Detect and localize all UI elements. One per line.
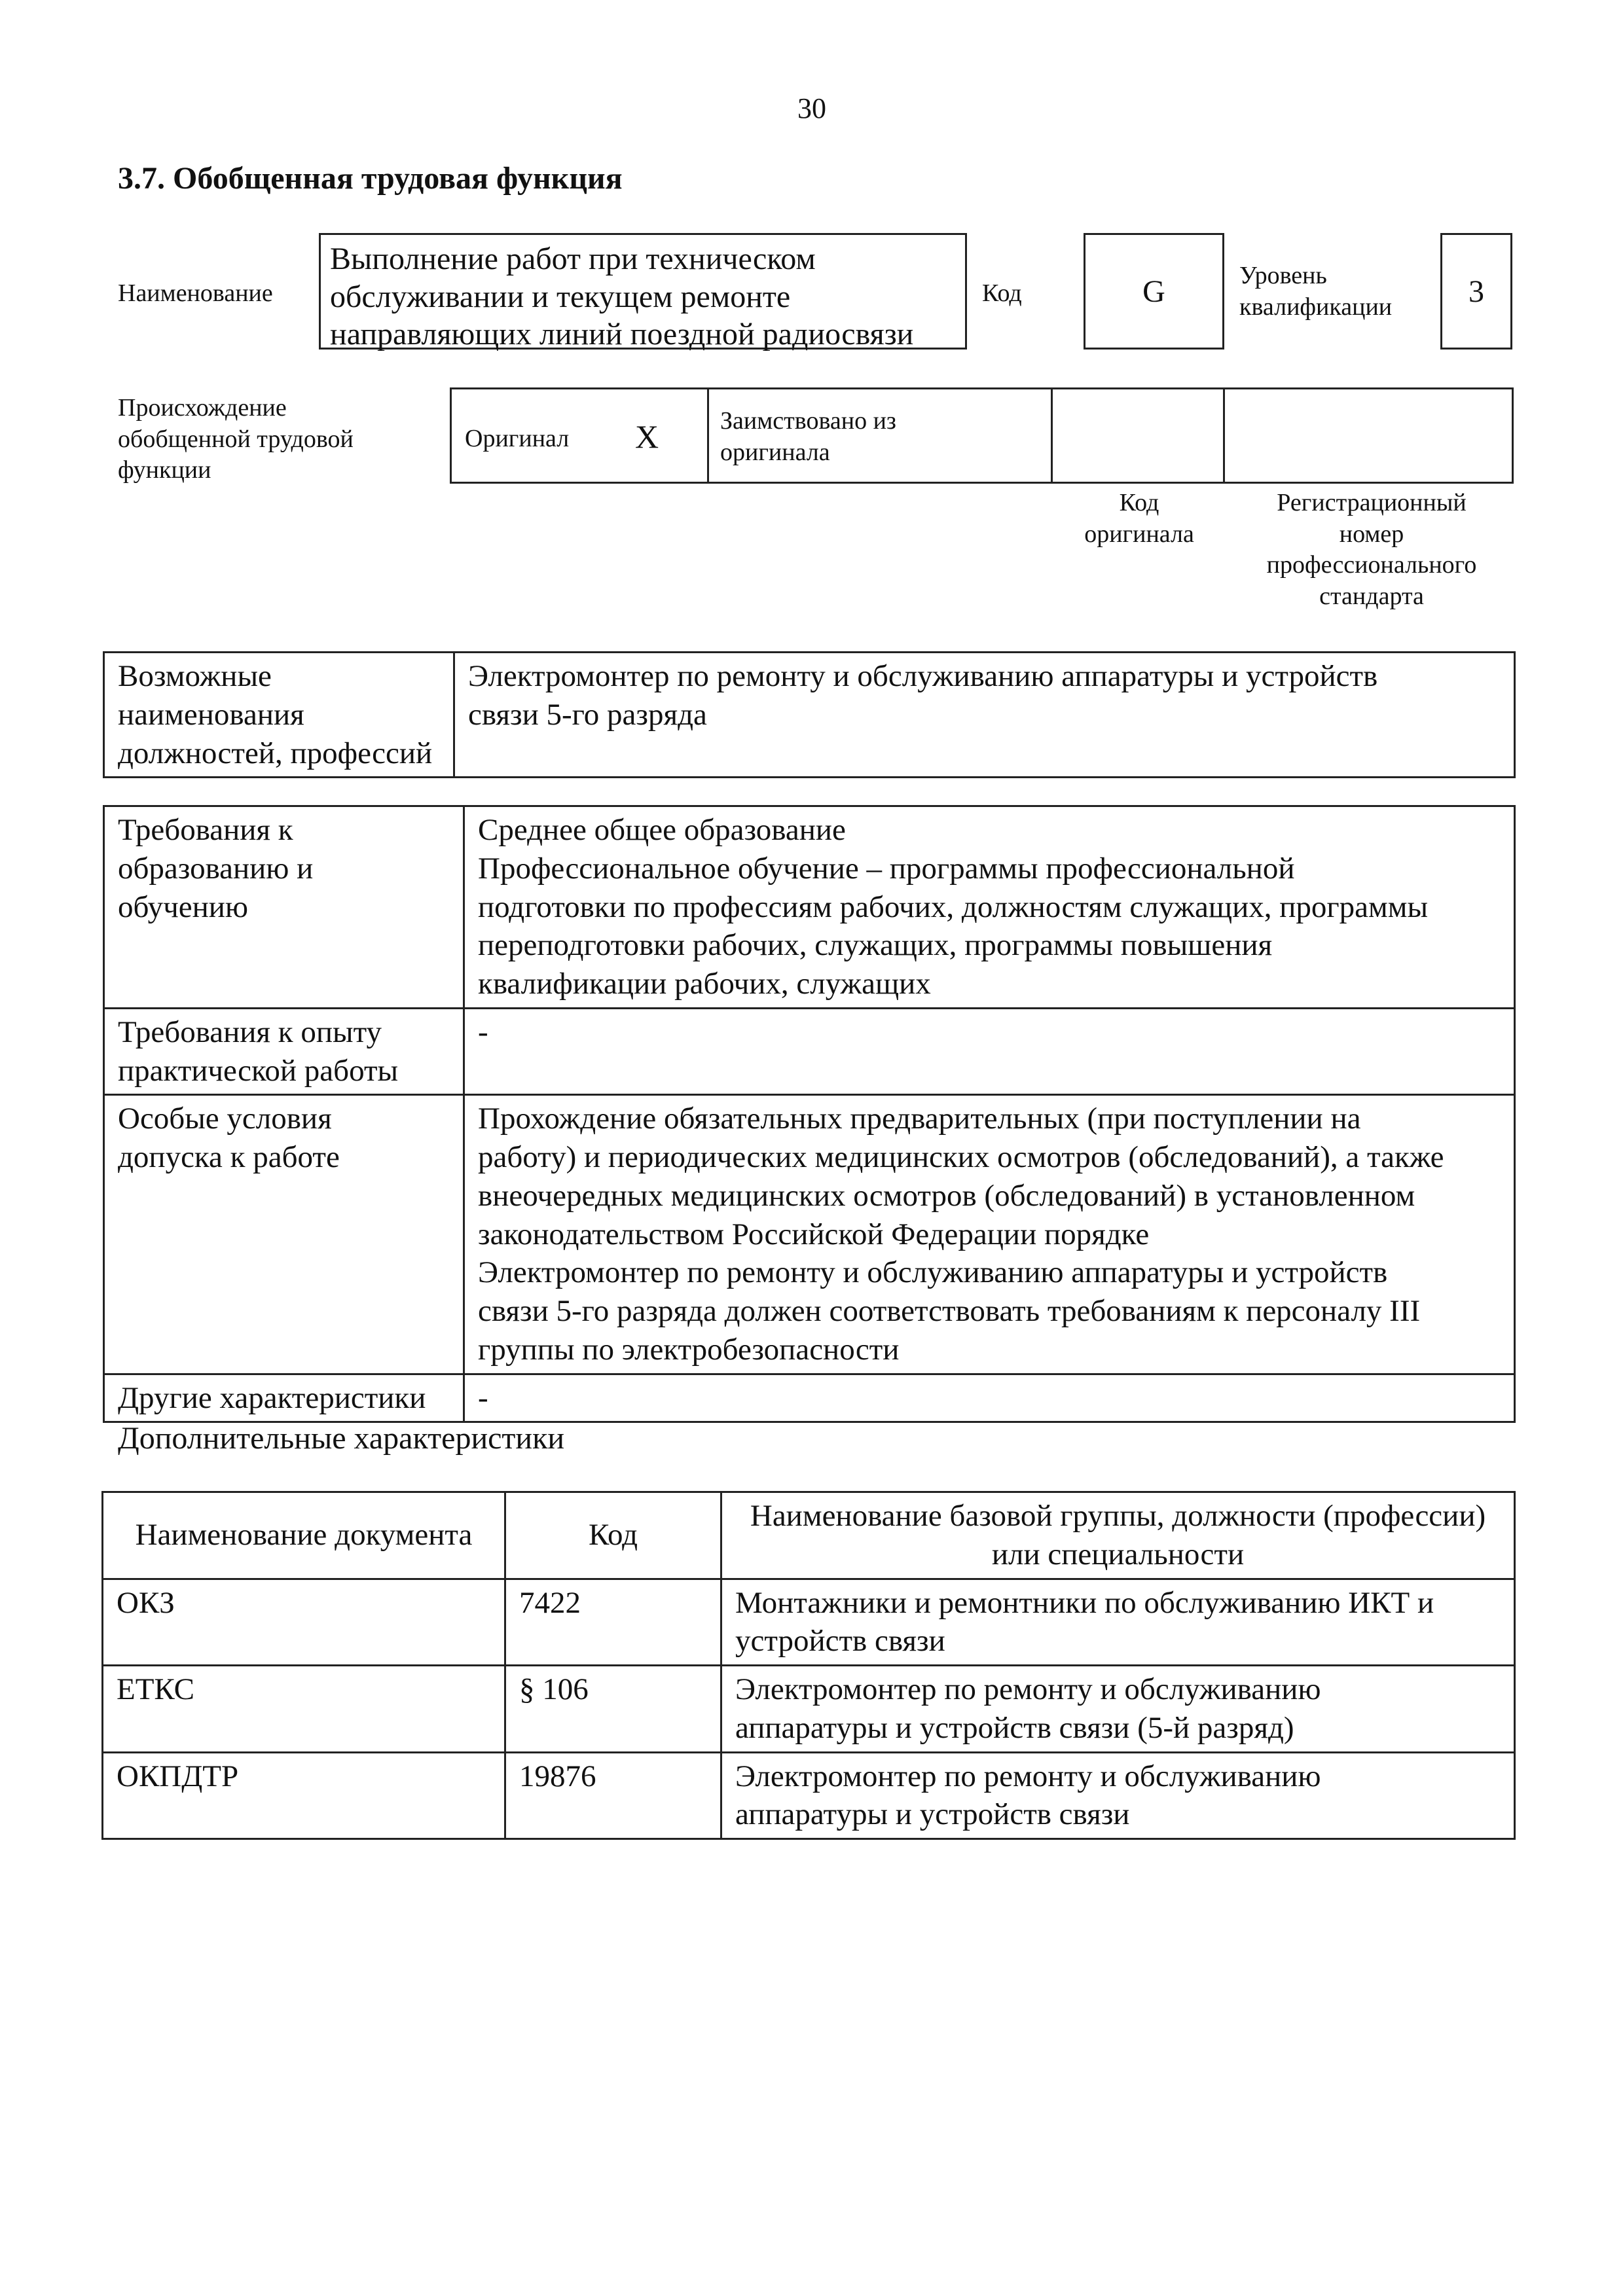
level-value-box	[1440, 233, 1512, 350]
label-line: образованию и	[118, 851, 314, 886]
borrowed-label-line: Заимствовано из	[720, 407, 896, 435]
req-value-cell	[464, 1374, 1515, 1422]
function-name-line: обслуживании и текущем ремонте	[330, 279, 791, 314]
value-line: Электромонтер по ремонту и обслуживанию	[735, 1759, 1321, 1793]
additional-title: Дополнительные характеристики	[118, 1421, 565, 1456]
borrowed-label	[720, 406, 896, 468]
code-value-box	[1084, 233, 1224, 350]
value-line: Электромонтер по ремонту и обслуживанию	[735, 1672, 1321, 1706]
value-line: Электромонтер по ремонту и обслуживанию аппаратуры и устройств	[468, 659, 1378, 693]
name-cell	[721, 1579, 1515, 1666]
caption-line: номер	[1339, 520, 1404, 548]
page-number: 30	[797, 92, 826, 124]
value-line: Профессиональное обучение – программы профессиональной	[478, 851, 1295, 886]
positions-table	[103, 651, 1516, 778]
label-line: Особые условия	[118, 1102, 332, 1136]
value-line: -	[478, 1380, 488, 1415]
label-line: обучению	[118, 889, 249, 924]
reg-number-caption	[1231, 488, 1512, 612]
value-line: Среднее общее образование	[478, 813, 846, 847]
table-header-row	[103, 1492, 1515, 1579]
additional-table	[101, 1491, 1516, 1840]
caption-line: Код	[1119, 489, 1159, 516]
value-line: подготовки по профессиям рабочих, должностям служащих, программы	[478, 889, 1429, 924]
label-line: Требования к опыту	[118, 1014, 382, 1049]
value-line: -	[478, 1014, 488, 1049]
doc-cell: ОКПДТР	[103, 1752, 505, 1839]
value-line: связи 5-го разряда	[468, 697, 707, 732]
positions-value-cell	[454, 653, 1515, 778]
caption-line: Регистрационный	[1277, 489, 1467, 516]
value-line: квалификации рабочих, служащих	[478, 967, 931, 1001]
value-line: внеочередных медицинских осмотров (обследований) в установленном	[478, 1178, 1415, 1213]
req-label-cell	[104, 1374, 464, 1422]
code-cell: 7422	[505, 1579, 721, 1666]
borrowed-label-line: оригинала	[720, 438, 830, 466]
caption-line: профессионального	[1266, 551, 1477, 579]
value-line: Прохождение обязательных предварительных (при поступлении на	[478, 1102, 1361, 1136]
header-cell: Наименование документа	[103, 1492, 505, 1579]
code-cell: 19876	[505, 1752, 721, 1839]
requirements-table	[103, 805, 1516, 1423]
code-cell: § 106	[505, 1666, 721, 1753]
value-line: законодательством Российской Федерации порядке	[478, 1217, 1150, 1251]
origin-divider	[1223, 387, 1225, 484]
origin-label	[118, 393, 354, 486]
table-row	[104, 1008, 1515, 1095]
label-line: Другие характеристики	[118, 1380, 426, 1415]
name-label: Наименование	[118, 279, 273, 307]
table-row	[104, 1374, 1515, 1422]
label-line: практической работы	[118, 1053, 399, 1088]
origin-label-line: обобщенной трудовой	[118, 425, 354, 453]
label-line: наименования	[118, 697, 304, 732]
value-line: группы по электробезопасности	[478, 1332, 900, 1367]
level-label-line: квалификации	[1239, 293, 1393, 321]
name-cell	[721, 1666, 1515, 1753]
code-original-caption	[1061, 488, 1218, 550]
label-line: Требования к	[118, 813, 293, 847]
doc-cell: ЕТКС	[103, 1666, 505, 1753]
original-mark: X	[635, 418, 659, 455]
value-line: работу) и периодических медицинских осмотров (обследований), а также	[478, 1140, 1444, 1174]
caption-line: стандарта	[1319, 582, 1424, 610]
value-line: связи 5-го разряда должен соответствовать требованиям к персоналу III	[478, 1294, 1421, 1328]
origin-label-line: Происхождение	[118, 394, 287, 422]
req-label-cell	[104, 1095, 464, 1374]
req-value-cell	[464, 1008, 1515, 1095]
value-line: устройств связи	[735, 1624, 945, 1659]
req-label-cell	[104, 806, 464, 1009]
table-row	[104, 1095, 1515, 1374]
origin-divider	[707, 387, 709, 484]
section-title: 3.7. Обобщенная трудовая функция	[118, 161, 623, 196]
table-row	[103, 1752, 1515, 1839]
table-row	[103, 1579, 1515, 1666]
value-line: Электромонтер по ремонту и обслуживанию аппаратуры и устройств	[478, 1255, 1388, 1290]
table-row	[104, 653, 1515, 778]
header-cell: Код	[505, 1492, 721, 1579]
req-value-cell	[464, 1095, 1515, 1374]
level-label-line: Уровень	[1239, 262, 1327, 289]
code-value: G	[1142, 274, 1165, 309]
doc-cell: ОКЗ	[103, 1579, 505, 1666]
table-row	[103, 1666, 1515, 1753]
origin-divider	[1051, 387, 1053, 484]
value-line: аппаратуры и устройств связи (5-й разряд)	[735, 1710, 1294, 1745]
original-label: Оригинал	[465, 425, 570, 452]
level-value: 3	[1468, 274, 1484, 309]
value-line: аппаратуры и устройств связи	[735, 1797, 1130, 1832]
value-line: переподготовки рабочих, служащих, программы повышения	[478, 928, 1273, 963]
value-line: Монтажники и ремонтники по обслуживанию ИКТ и	[735, 1585, 1434, 1620]
origin-box	[450, 387, 1514, 484]
req-label-cell	[104, 1008, 464, 1095]
label-line: Возможные	[118, 659, 272, 693]
origin-label-line: функции	[118, 456, 211, 484]
function-name-line: направляющих линий поездной радиосвязи	[330, 317, 914, 352]
name-cell	[721, 1752, 1515, 1839]
caption-line: оригинала	[1084, 520, 1194, 548]
code-label: Код	[982, 279, 1022, 307]
table-row	[104, 806, 1515, 1009]
function-name-box	[319, 233, 967, 350]
label-line: должностей, профессий	[118, 736, 433, 770]
positions-label-cell	[104, 653, 454, 778]
label-line: допуска к работе	[118, 1140, 340, 1174]
function-name-line: Выполнение работ при техническом	[330, 242, 816, 276]
level-label	[1239, 260, 1392, 323]
req-value-cell	[464, 806, 1515, 1009]
header-cell: Наименование базовой группы, должности (профессии) или специальности	[721, 1492, 1515, 1579]
